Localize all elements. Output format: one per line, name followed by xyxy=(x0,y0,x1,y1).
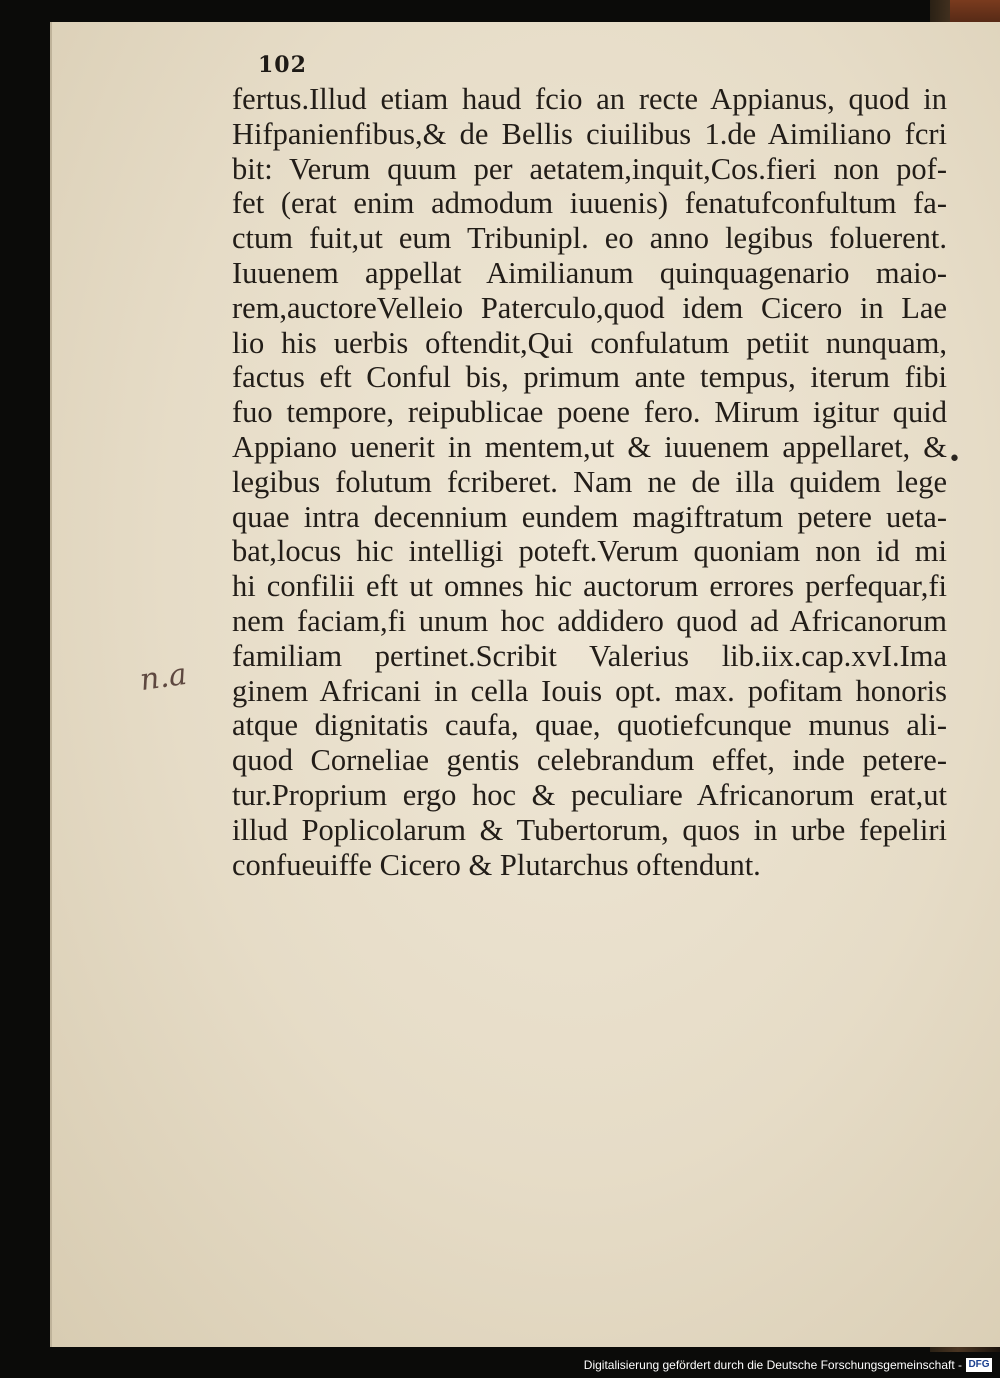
text-line: atque dignitatis caufa, quae, quotiefcunque munus ali- xyxy=(232,708,947,743)
digitization-credit: Digitalisierung gefördert durch die Deutsche Forschungsgemeinschaft - xyxy=(583,1358,962,1372)
text-line: legibus folutum fcriberet. Nam ne de illa quidem lege xyxy=(232,464,947,499)
text-line: familiam pertinet.Scribit Valerius lib.iix.cap.xvI.Ima xyxy=(232,638,947,673)
text-line: quod Corneliae gentis celebrandum effet, inde petere- xyxy=(232,743,947,778)
text-line: hi confilii eft ut omnes hic auctorum errores perfequar,fi xyxy=(232,569,947,604)
text-line: Hifpanienfibus,& de Bellis ciuilibus 1.de Aimiliano fcri xyxy=(232,116,947,151)
text-line: fertus.Illud etiam haud fcio an recte Appianus, quod in xyxy=(232,82,947,116)
text-line: lio his uerbis oftendit,Qui confulatum petiit nunquam, xyxy=(232,325,947,360)
text-line: fuo tempore, reipublicae poene fero. Mirum igitur quid xyxy=(232,395,947,430)
text-line: factus eft Conful bis, primum ante tempus, iterum fibi xyxy=(232,360,947,395)
text-line: nem faciam,fi unum hoc addidero quod ad Africanorum xyxy=(232,603,947,638)
text-line: Iuuenem appellat Aimilianum quinquagenario maio- xyxy=(232,255,947,290)
text-line: fet (erat enim admodum iuuenis) fenatufconfultum fa- xyxy=(232,186,947,221)
body-text xyxy=(232,82,947,882)
text-line: tur.Proprium ergo hoc & peculiare Africanorum erat,ut xyxy=(232,777,947,812)
handwritten-marginal-note: n.a xyxy=(137,656,189,699)
text-line-last: confueuiffe Cicero & Plutarchus oftendunt. xyxy=(232,847,761,882)
page-number: 102 xyxy=(258,52,307,78)
text-line: rem,auctoreVelleio Paterculo,quod idem Cicero in Lae xyxy=(232,290,947,325)
dfg-logo-icon: DFG xyxy=(966,1358,992,1372)
text-line: ctum fuit,ut eum Tribunipl. eo anno legibus foluerent. xyxy=(232,221,947,256)
margin-mark-icon: • xyxy=(948,447,961,472)
text-line: illud Poplicolarum & Tubertorum, quos in urbe fepeliri xyxy=(232,812,947,847)
text-line: Appiano uenerit in mentem,ut & iuuenem appellaret, & xyxy=(232,429,947,464)
text-line: quae intra decennium eundem magiftratum petere ueta- xyxy=(232,499,947,534)
text-line: bit: Verum quum per aetatem,inquit,Cos.fieri non pof- xyxy=(232,151,947,186)
text-line: ginem Africani in cella Iouis opt. max. pofitam honoris xyxy=(232,673,947,708)
text-line: bat,locus hic intelligi poteft.Verum quoniam non id mi xyxy=(232,534,947,569)
